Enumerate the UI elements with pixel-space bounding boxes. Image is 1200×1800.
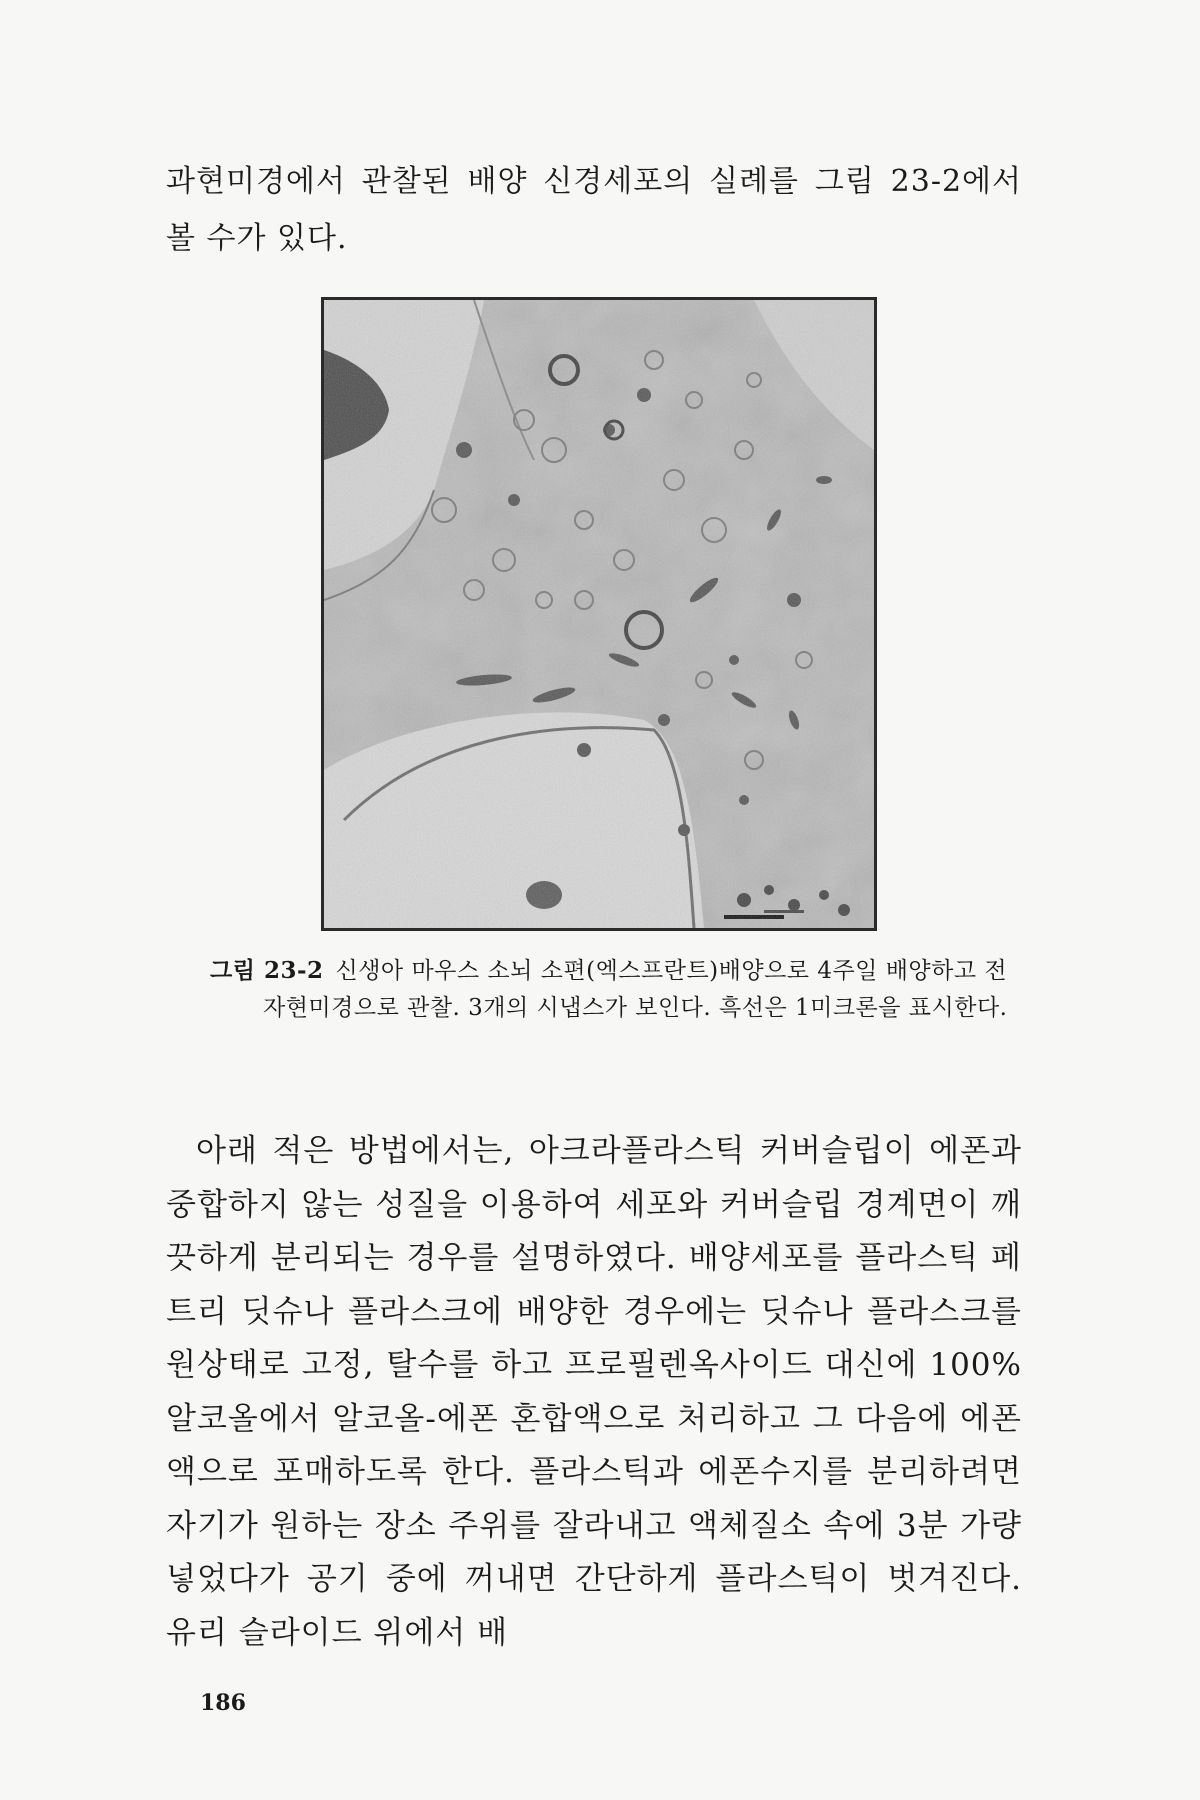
body-paragraph: 아래 적은 방법에서는, 아크라플라스틱 커버슬립이 에폰과 중합하지 않는 성질을 이용하여 세포와 커버슬립 경계면이 깨끗하게 분리되는 경우를 설명하였다. 배양세포를 플라스틱 페트리 딧슈나 플라스크에 배양한 경우에는 딧슈나 플라스크를 원상태로 고정, 탈수를 하고 프로필렌옥사이드 대신에 100% 알코올에서 알코올-에폰 혼합액으로 처리하고 그 다음에 에폰액으로 포매하도록 한다. 플라스틱과 에폰수지를 분리하려면 자기가 원하는 장소 주위를 잘라내고 액체질소 속에 3분 가량 넣었다가 공기 중에 꺼내면 간단하게 플라스틱이 벗겨진다. 유리 슬라이드 위에서 배 — [166, 1133, 1022, 1651]
electron-micrograph-image — [324, 300, 874, 928]
micrograph-figure — [321, 297, 877, 931]
figure-label: 그림 23-2 — [210, 957, 324, 984]
figure-caption-text: 신생아 마우스 소뇌 소편(엑스프란트)배양으로 4주일 배양하고 전자현미경으로 관찰. 3개의 시냅스가 보인다. 흑선은 1미크론을 표시한다. — [263, 958, 1008, 1021]
page-number: 186 — [200, 1690, 246, 1716]
intro-paragraph: 과현미경에서 관찰된 배양 신경세포의 실례를 그림 23-2에서 볼 수가 있다. — [166, 164, 1022, 256]
figure-caption — [210, 952, 1022, 1027]
